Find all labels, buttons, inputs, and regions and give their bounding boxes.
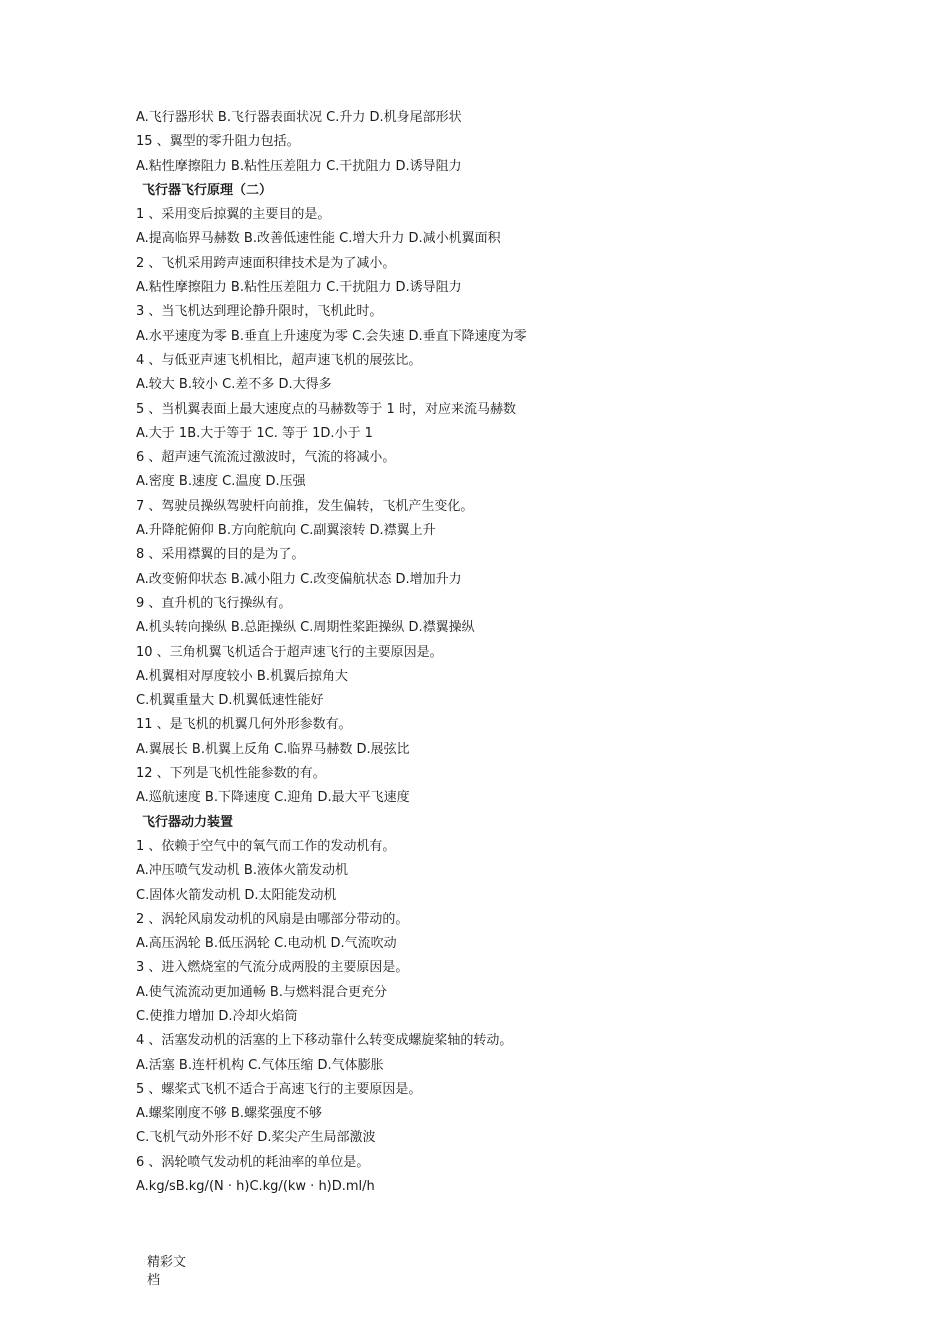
question-text: 5 、当机翼表面上最大速度点的马赫数等于 1 时，对应来流马赫数 <box>136 401 516 417</box>
answer-options: A.较大 B.较小 C.差不多 D.大得多 <box>136 377 332 393</box>
answer-options: C.固体火箭发动机 D.太阳能发动机 <box>136 887 337 903</box>
question-text: 2 、飞机采用跨声速面积律技术是为了减小。 <box>136 255 396 271</box>
footer-line-1: 精彩文 <box>147 1255 187 1270</box>
question-text: 12 、下列是飞机性能参数的有。 <box>136 766 326 782</box>
section-heading: 飞行器动力装置 <box>142 814 234 830</box>
question-text: 15 、翼型的零升阻力包括。 <box>136 134 300 150</box>
answer-options: A.巡航速度 B.下降速度 C.迎角 D.最大平飞速度 <box>136 790 410 806</box>
question-text: 6 、超声速气流流过激波时，气流的将减小。 <box>136 450 396 466</box>
answer-options: C.飞机气动外形不好 D.桨尖产生局部激波 <box>136 1130 376 1146</box>
answer-options: A.飞行器形状 B.飞行器表面状况 C.升力 D.机身尾部形状 <box>136 110 462 125</box>
answer-options: A.冲压喷气发动机 B.液体火箭发动机 <box>136 863 348 879</box>
answer-options: A.机翼相对厚度较小 B.机翼后掠角大 <box>136 668 348 684</box>
answer-options: A.粘性摩擦阻力 B.粘性压差阻力 C.干扰阻力 D.诱导阻力 <box>136 280 462 296</box>
question-text: 7 、驾驶员操纵驾驶杆向前推，发生偏转，飞机产生变化。 <box>136 498 474 514</box>
answer-options: A.使气流流动更加通畅 B.与燃料混合更充分 <box>136 984 387 1000</box>
answer-options: A.螺桨刚度不够 B.螺桨强度不够 <box>136 1106 322 1122</box>
question-text: 5 、螺桨式飞机不适合于高速飞行的主要原因是。 <box>136 1081 422 1097</box>
question-text: 4 、活塞发动机的活塞的上下移动靠什么转变成螺旋桨轴的转动。 <box>136 1033 513 1049</box>
footer-line-2: 档 <box>147 1273 161 1288</box>
question-text: 8 、采用襟翼的目的是为了。 <box>136 547 305 563</box>
answer-options: C.机翼重量大 D.机翼低速性能好 <box>136 693 324 709</box>
question-text: 1 、依赖于空气中的氧气而工作的发动机有。 <box>136 838 396 854</box>
document-body <box>136 106 836 1199</box>
question-text: 10 、三角机翼飞机适合于超声速飞行的主要原因是。 <box>136 644 443 660</box>
answer-options: A.kg/sB.kg/(N · h)C.kg/(kw · h)D.ml/h <box>136 1179 375 1195</box>
answer-options: A.水平速度为零 B.垂直上升速度为零 C.会失速 D.垂直下降速度为零 <box>136 328 527 344</box>
answer-options: C.使推力增加 D.冷却火焰筒 <box>136 1008 298 1024</box>
question-text: 3 、进入燃烧室的气流分成两股的主要原因是。 <box>136 960 409 976</box>
question-text: 1 、采用变后掠翼的主要目的是。 <box>136 207 331 223</box>
answer-options: A.改变俯仰状态 B.减小阻力 C.改变偏航状态 D.增加升力 <box>136 571 462 587</box>
question-text: 11 、是飞机的机翼几何外形参数有。 <box>136 717 352 733</box>
answer-options: A.活塞 B.连杆机构 C.气体压缩 D.气体膨胀 <box>136 1057 384 1073</box>
answer-options: A.升降舵俯仰 B.方向舵航向 C.副翼滚转 D.襟翼上升 <box>136 523 436 539</box>
question-text: 2 、涡轮风扇发动机的风扇是由哪部分带动的。 <box>136 911 409 927</box>
answer-options: A.提高临界马赫数 B.改善低速性能 C.增大升力 D.减小机翼面积 <box>136 231 501 247</box>
question-text: 6 、涡轮喷气发动机的耗油率的单位是。 <box>136 1154 370 1170</box>
question-text: 9 、直升机的飞行操纵有。 <box>136 595 292 611</box>
answer-options: A.机头转向操纵 B.总距操纵 C.周期性桨距操纵 D.襟翼操纵 <box>136 620 475 636</box>
answer-options: A.大于 1B.大于等于 1C. 等于 1D.小于 1 <box>136 425 373 441</box>
answer-options: A.翼展长 B.机翼上反角 C.临界马赫数 D.展弦比 <box>136 741 410 757</box>
footer-watermark <box>147 1254 186 1290</box>
question-text: 3 、当飞机达到理论静升限时，飞机此时。 <box>136 304 383 320</box>
question-text: 4 、与低亚声速飞机相比，超声速飞机的展弦比。 <box>136 352 422 368</box>
answer-options: A.粘性摩擦阻力 B.粘性压差阻力 C.干扰阻力 D.诱导阻力 <box>136 158 462 174</box>
answer-options: A.高压涡轮 B.低压涡轮 C.电动机 D.气流吹动 <box>136 936 397 952</box>
answer-options: A.密度 B.速度 C.温度 D.压强 <box>136 474 306 490</box>
section-heading: 飞行器飞行原理（二） <box>142 182 273 198</box>
